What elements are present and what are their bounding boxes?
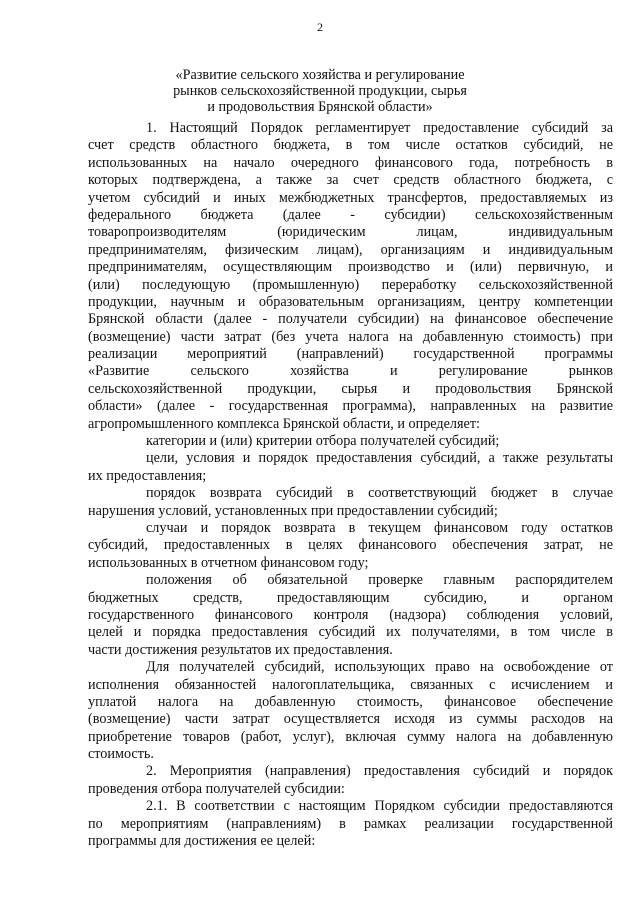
body-text-line: исполнения обязанностей налогоплательщика, связанных с исчислением и	[88, 676, 613, 693]
body-text-line: Брянской области (далее - получатели субсидии) на финансовое обеспечение	[88, 311, 613, 328]
body-text-line: проведения отбора получателей субсидии:	[88, 780, 345, 797]
body-text-line: учетом субсидий и иных межбюджетных трансфертов, предоставляемых из	[88, 189, 613, 206]
body-text-line: уплатой налога на добавленную стоимость, финансовое обеспечение	[88, 693, 613, 710]
body-text-line: (или) последующую (промышленную) переработку сельскохозяйственной	[88, 276, 613, 293]
body-text-line: 2.1. В соответствии с настоящим Порядком субсидии предоставляются	[146, 798, 613, 815]
body-text-line: их предоставления;	[88, 467, 207, 484]
body-text-line: предпринимателям, физическим лицам), организациям и индивидуальным	[88, 241, 613, 258]
body-text-line: которых подтверждена, а также за счет средств областного бюджета, с	[88, 172, 613, 189]
document-body	[88, 120, 613, 850]
document-title	[140, 67, 500, 115]
body-text-line: цели, условия и порядок предоставления субсидий, а также результаты	[146, 450, 613, 467]
body-text-line: (возмещение) части затрат осуществляется исходя из суммы расходов на	[88, 711, 613, 728]
body-text-line: агропромышленного комплекса Брянской области, и определяет:	[88, 415, 480, 432]
body-text-line: государственного финансового контроля (надзора) соблюдения условий,	[88, 606, 613, 623]
body-text-line: порядок возврата субсидий в соответствующий бюджет в случае	[146, 485, 613, 502]
body-text-line: случаи и порядок возврата в текущем финансовом году остатков	[146, 519, 613, 536]
body-text-line: (возмещение) части затрат (без учета налога на добавленную стоимость) при	[88, 328, 613, 345]
body-text-line: бюджетных средств, предоставляющим субсидию, и органом	[88, 589, 613, 606]
body-text-line: программы для достижения ее целей:	[88, 833, 316, 850]
title-line: и продовольствия Брянской области»	[207, 99, 433, 115]
body-text-line: продукции, научным и образовательным организациям, центру компетенции	[88, 293, 613, 310]
body-text-line: реализации мероприятий (направлений) государственной программы	[88, 346, 613, 363]
body-text-line: положения об обязательной проверке главным распорядителем	[146, 572, 613, 589]
body-text-line: предпринимателям, осуществляющим производство и (или) первичную, и	[88, 259, 613, 276]
body-text-line: использованных на начало очередного финансового года, потребность в	[88, 154, 613, 171]
body-text-line: нарушения условий, установленных при предоставлении субсидий;	[88, 502, 498, 519]
body-text-line: целей и порядка предоставления субсидий их получателями, в том числе в	[88, 624, 613, 641]
body-text-line: товаропроизводителям (юридическим лицам, индивидуальным	[88, 224, 613, 241]
body-text-line: 2. Мероприятия (направления) предоставления субсидий и порядок	[146, 763, 613, 780]
body-text-line: Для получателей субсидий, использующих право на освобождение от	[146, 659, 613, 676]
body-text-line: субсидий, предоставленных в целях финансового обеспечения затрат, не	[88, 537, 613, 554]
body-text-line: приобретение товаров (работ, услуг), включая сумму налога на добавленную	[88, 728, 613, 745]
body-text-line: федерального бюджета (далее - субсидии) сельскохозяйственным	[88, 206, 613, 223]
body-text-line: счет средств областного бюджета, в том числе остатков субсидий, не	[88, 137, 613, 154]
body-text-line: по мероприятиям (направлениям) в рамках реализации государственной	[88, 815, 613, 832]
body-text-line: использованных в отчетном финансовом году;	[88, 554, 369, 571]
body-text-line: 1. Настоящий Порядок регламентирует предоставление субсидий за	[146, 120, 613, 136]
body-text-line: области» (далее - государственная программа), направленных на развитие	[88, 398, 613, 415]
body-text-line: категории и (или) критерии отбора получателей субсидий;	[146, 433, 500, 450]
page-number: 2	[317, 20, 323, 34]
body-text-line: сельскохозяйственной продукции, сырья и продовольствия Брянской	[88, 380, 613, 397]
body-text-line: части достижения результатов их предоставления.	[88, 641, 393, 658]
title-line: рынков сельскохозяйственной продукции, сырья	[173, 83, 467, 99]
title-line: «Развитие сельского хозяйства и регулирование	[175, 67, 465, 83]
body-text-line: стоимость.	[88, 746, 154, 763]
body-text-line: «Развитие сельского хозяйства и регулирование рынков	[88, 363, 613, 380]
